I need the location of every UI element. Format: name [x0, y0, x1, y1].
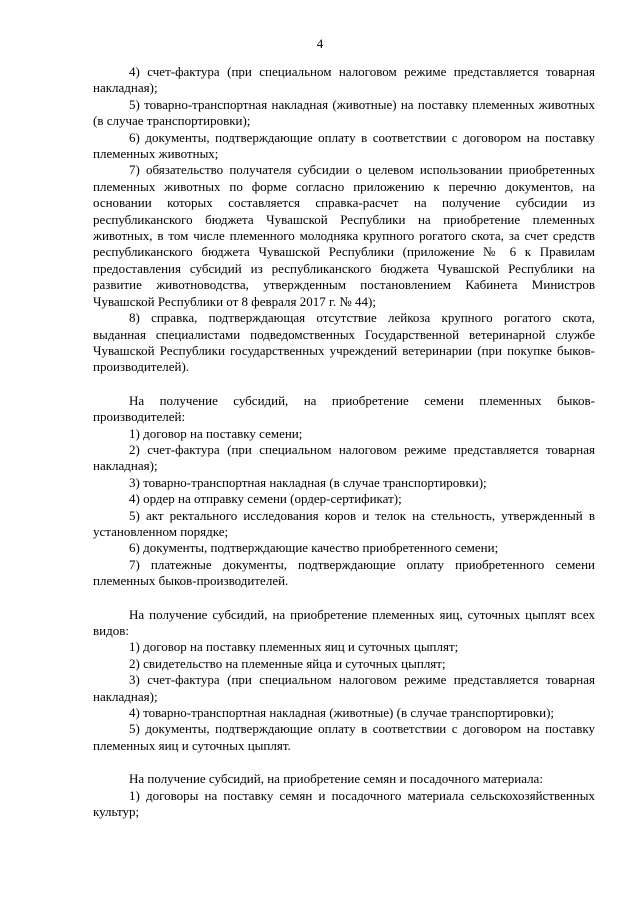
paragraph: 5) товарно-транспортная накладная (животные) на поставку племенных животных (в случае транспортировки);: [93, 96, 595, 129]
paragraph: 4) счет-фактура (при специальном налоговом режиме представляется товарная накладная);: [93, 64, 595, 96]
paragraph: 7) обязательство получателя субсидии о целевом использовании приобретенных племенных животных по форме согласно приложению к перечню документов, на основании которых составляется справка-расчет на получение субсидии из республиканского бюджета Чувашской Республики на приобретение племенных животных, в том числе племенного молодняка крупного рогатого скота, за счет средств республиканского бюджета Чувашской Республики (приложение № 6 к Правилам предоставления субсидий из республиканского бюджета Чувашской Республики на развитие животноводства, утвержденным постановлением Кабинета Министров Чувашской Республики от 8 февраля 2017 г. № 44);: [93, 162, 595, 309]
section-gap: [93, 376, 595, 393]
page-number: 4: [316, 36, 324, 51]
paragraph: 2) счет-фактура (при специальном налоговом режиме представляется товарная накладная);: [93, 441, 595, 474]
paragraph: 5) документы, подтверждающие оплату в соответствии с договором на поставку племенных яиц и суточных цыплят.: [93, 721, 595, 753]
paragraph: 3) товарно-транспортная накладная (в случае транспортировки);: [129, 474, 487, 490]
paragraph: 4) ордер на отправку семени (ордер-сертификат);: [129, 491, 402, 507]
section-gap: [93, 590, 595, 607]
paragraph: 3) счет-фактура (при специальном налоговом режиме представляется товарная накладная);: [93, 672, 595, 704]
paragraph: 8) справка, подтверждающая отсутствие лейкоза крупного рогатого скота, выданная специалистами подведомственных Государственной ветеринарной службе Чувашской Республики государственных учреждений ветеринарии (при покупке быков-производителей).: [93, 310, 595, 375]
paragraph: 1) договор на поставку семени;: [129, 425, 303, 441]
paragraph: 4) товарно-транспортная накладная (животные) (в случае транспортировки);: [129, 705, 555, 721]
paragraph: 7) платежные документы, подтверждающие оплату приобретенного семени племенных быков-производителей.: [93, 556, 595, 589]
paragraph: 1) договоры на поставку семян и посадочного материала сельскохозяйственных культур;: [93, 787, 595, 820]
paragraph: 5) акт ректального исследования коров и телок на стельность, утвержденный в установленном порядке;: [93, 507, 595, 539]
paragraph: 1) договор на поставку племенных яиц и суточных цыплят;: [129, 639, 459, 655]
paragraph: 6) документы, подтверждающие качество приобретенного семени;: [129, 540, 499, 556]
section-heading: На получение субсидий, на приобретение племенных яиц, суточных цыплят всех видов:: [93, 606, 595, 638]
paragraph: 2) свидетельство на племенные яйца и суточных цыплят;: [129, 655, 446, 671]
paragraph: 6) документы, подтверждающие оплату в соответствии с договором на поставку племенных животных;: [93, 129, 595, 162]
section-heading: На получение субсидий, на приобретение семени племенных быков-производителей:: [93, 392, 595, 425]
section-heading: На получение субсидий, на приобретение семян и посадочного материала:: [129, 771, 543, 787]
section-gap: [93, 754, 595, 771]
document-body: [93, 64, 595, 820]
